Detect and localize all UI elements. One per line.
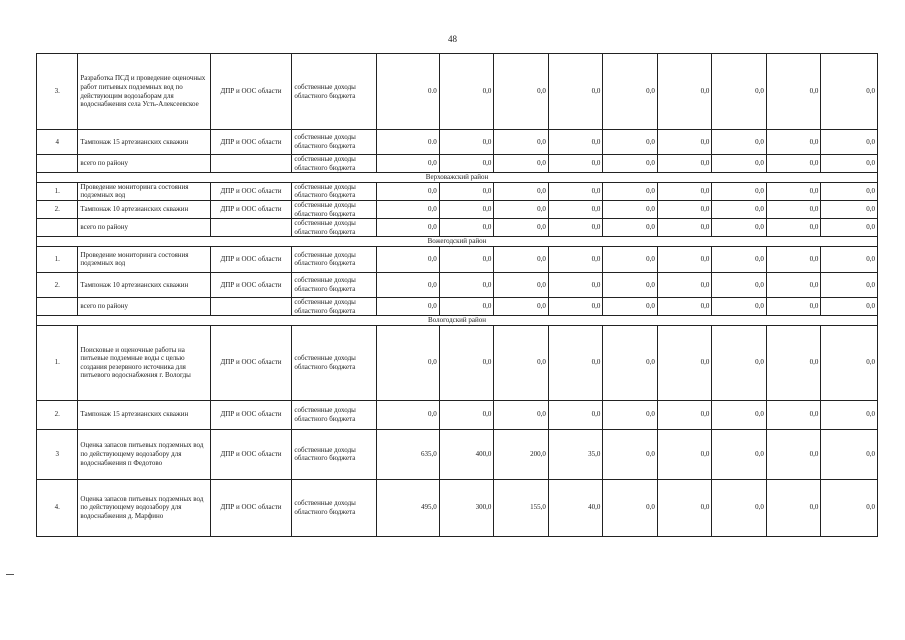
amount-cell: 0,0 [821,325,878,400]
amount-cell: 0,0 [603,272,658,297]
district-header-row [37,237,878,247]
amount-cell: 0,0 [712,219,767,237]
table-row [37,297,878,315]
amount-cell: 0,0 [548,130,603,155]
amount-cell: 0,0 [494,272,549,297]
amount-cell: 200,0 [494,429,549,479]
amount-cell: 400,0 [439,429,494,479]
amount-cell: 495,0 [377,479,440,536]
amount-cell: 0,0 [494,400,549,429]
funding-source: собственные доходы областного бюджета [292,54,377,130]
amount-cell: 0,0 [548,297,603,315]
table-row [37,130,878,155]
amount-cell: 0,0 [603,297,658,315]
amount-cell: 0,0 [821,272,878,297]
amount-cell: 0,0 [377,219,440,237]
row-number: 1. [37,246,78,272]
row-number: 3. [37,54,78,130]
amount-cell: 0,0 [712,479,767,536]
amount-cell: 0,0 [603,246,658,272]
amount-cell: 0,0 [603,479,658,536]
funding-source: собственные доходы областного бюджета [292,272,377,297]
activity-name: Проведение мониторинга состояния подземных вод [78,246,210,272]
amount-cell: 0,0 [766,155,821,173]
funding-source: собственные доходы областного бюджета [292,130,377,155]
row-number: 3 [37,429,78,479]
district-header-row [37,316,878,326]
amount-cell: 0,0 [821,182,878,200]
amount-cell: 0,0 [657,400,712,429]
row-number [37,219,78,237]
amount-cell: 0,0 [603,219,658,237]
amount-cell: 0,0 [377,200,440,218]
funding-source: собственные доходы областного бюджета [292,155,377,173]
amount-cell: 0,0 [766,219,821,237]
amount-cell: 0,0 [821,400,878,429]
amount-cell: 0,0 [377,325,440,400]
executor [210,297,292,315]
funding-source: собственные доходы областного бюджета [292,182,377,200]
row-number: 4. [37,479,78,536]
executor: ДПР и ООС области [210,429,292,479]
amount-cell: 0,0 [377,246,440,272]
amount-cell: 0,0 [766,325,821,400]
table-row [37,155,878,173]
amount-cell: 0,0 [439,130,494,155]
activity-name: Тампонаж 10 артезианских скважин [78,200,210,218]
amount-cell: 0,0 [603,200,658,218]
amount-cell: 0,0 [766,429,821,479]
amount-cell: 0,0 [439,182,494,200]
amount-cell: 0,0 [548,325,603,400]
funding-source: собственные доходы областного бюджета [292,200,377,218]
executor: ДПР и ООС области [210,325,292,400]
amount-cell: 0.0 [377,54,440,130]
amount-cell: 0,0 [603,182,658,200]
executor: ДПР и ООС области [210,182,292,200]
funding-source: собственные доходы областного бюджета [292,325,377,400]
amount-cell: 0,0 [766,200,821,218]
amount-cell: 35,0 [548,429,603,479]
row-number: 1. [37,325,78,400]
amount-cell: 635,0 [377,429,440,479]
amount-cell: 0,0 [603,429,658,479]
amount-cell: 0,0 [821,246,878,272]
executor [210,219,292,237]
row-number: 1. [37,182,78,200]
amount-cell: 0,0 [821,130,878,155]
amount-cell: 0,0 [494,200,549,218]
amount-cell: 0,0 [657,155,712,173]
amount-cell: 0,0 [548,272,603,297]
program-activities-table [36,53,878,537]
amount-cell: 0,0 [712,130,767,155]
page-number: 48 [448,34,457,44]
amount-cell: 0,0 [712,246,767,272]
row-number [37,297,78,315]
row-number [37,155,78,173]
amount-cell: 0,0 [439,400,494,429]
table-body [37,54,878,537]
activity-name: Оценка запасов питьевых подземных вод по действующему водозабору для водоснабжения п Федотово [78,429,210,479]
amount-cell: 0,0 [494,246,549,272]
amount-cell: 0,0 [548,155,603,173]
amount-cell: 0,0 [712,182,767,200]
amount-cell: 0,0 [712,325,767,400]
amount-cell: 0,0 [712,297,767,315]
amount-cell: 0,0 [494,130,549,155]
executor: ДПР и ООС области [210,130,292,155]
amount-cell: 0,0 [766,182,821,200]
executor: ДПР и ООС области [210,479,292,536]
amount-cell: 0,0 [439,325,494,400]
amount-cell: 0,0 [657,325,712,400]
amount-cell: 0,0 [821,200,878,218]
executor [210,155,292,173]
activity-name: Тампонаж 10 артезианских скважин [78,272,210,297]
table-row [37,54,878,130]
amount-cell: 0,0 [494,182,549,200]
executor: ДПР и ООС области [210,246,292,272]
executor: ДПР и ООС области [210,54,292,130]
amount-cell: 0,0 [766,400,821,429]
amount-cell: 0,0 [603,130,658,155]
amount-cell: 0,0 [657,479,712,536]
amount-cell: 0,0 [766,479,821,536]
amount-cell: 0,0 [439,219,494,237]
table-row [37,325,878,400]
amount-cell: 0,0 [712,200,767,218]
funding-source: собственные доходы областного бюджета [292,219,377,237]
table-row [37,246,878,272]
amount-cell: 0,0 [439,297,494,315]
amount-cell: 0,0 [712,272,767,297]
activity-name: Оценка запасов питьевых подземных вод по действующему водозабору для водоснабжения д. Марфино [78,479,210,536]
executor: ДПР и ООС области [210,200,292,218]
activity-name: всего по району [78,219,210,237]
district-title: Вожегодский район [37,237,878,247]
amount-cell: 0,0 [712,429,767,479]
row-number: 4 [37,130,78,155]
funding-source: собственные доходы областного бюджета [292,297,377,315]
amount-cell: 0,0 [712,155,767,173]
amount-cell: 0,0 [548,219,603,237]
amount-cell: 0,0 [657,219,712,237]
executor: ДПР и ООС области [210,400,292,429]
activity-name: всего по району [78,297,210,315]
amount-cell: 0,0 [657,54,712,130]
amount-cell: 0,0 [603,400,658,429]
amount-cell: 0,0 [377,297,440,315]
district-title: Вологодский район [37,316,878,326]
amount-cell: 0,0 [766,130,821,155]
amount-cell: 0,0 [439,54,494,130]
table-row [37,182,878,200]
amount-cell: 0,0 [766,54,821,130]
amount-cell: 0,0 [657,246,712,272]
amount-cell: 0,0 [821,219,878,237]
amount-cell: 0,0 [766,297,821,315]
amount-cell: 0,0 [439,200,494,218]
margin-mark [6,574,14,575]
row-number: 2. [37,400,78,429]
amount-cell: 0,0 [603,325,658,400]
amount-cell: 300,0 [439,479,494,536]
amount-cell: 0,0 [548,54,603,130]
amount-cell: 40,0 [548,479,603,536]
amount-cell: 0,0 [603,54,658,130]
amount-cell: 0,0 [439,272,494,297]
activity-name: Разработка ПСД и проведение оценочных работ питьевых подземных вод по действующим водозаборам для водоснабжения села Усть-Алексеевское [78,54,210,130]
amount-cell: 0,0 [821,155,878,173]
amount-cell: 0,0 [439,155,494,173]
amount-cell: 0.0 [377,130,440,155]
amount-cell: 0,0 [548,182,603,200]
activity-name: Поисковые и оценочные работы на питьевые подземные воды с целью создания резервного источника для питьевого водоснабжения г. Вологды [78,325,210,400]
amount-cell: 0,0 [712,400,767,429]
district-header-row [37,173,878,183]
amount-cell: 0,0 [712,54,767,130]
amount-cell: 0,0 [603,155,658,173]
amount-cell: 0,0 [494,219,549,237]
amount-cell: 0,0 [548,246,603,272]
amount-cell: 0,0 [494,54,549,130]
district-title: Верховажский район [37,173,878,183]
executor: ДПР и ООС области [210,272,292,297]
table-row [37,272,878,297]
row-number: 2. [37,200,78,218]
amount-cell: 0,0 [548,200,603,218]
table-row [37,200,878,218]
funding-source: собственные доходы областного бюджета [292,246,377,272]
amount-cell: 0,0 [494,155,549,173]
amount-cell: 0,0 [377,272,440,297]
amount-cell: 0,0 [377,400,440,429]
amount-cell: 0,0 [494,297,549,315]
amount-cell: 0,0 [657,297,712,315]
amount-cell: 0,0 [494,325,549,400]
amount-cell: 0,0 [821,54,878,130]
amount-cell: 0,0 [657,130,712,155]
amount-cell: 0,0 [821,479,878,536]
amount-cell: 155,0 [494,479,549,536]
activity-name: Тампонаж 15 артезианских скважин [78,130,210,155]
amount-cell: 0,0 [377,155,440,173]
activity-name: Тампонаж 15 артезианских скважин [78,400,210,429]
amount-cell: 0,0 [377,182,440,200]
activity-name: Проведение мониторинга состояния подземных вод [78,182,210,200]
funding-source: собственные доходы областного бюджета [292,429,377,479]
table-row [37,479,878,536]
amount-cell: 0,0 [657,182,712,200]
activity-name: всего по району [78,155,210,173]
amount-cell: 0,0 [821,297,878,315]
amount-cell: 0,0 [439,246,494,272]
table-row [37,400,878,429]
table-row [37,219,878,237]
amount-cell: 0,0 [766,246,821,272]
amount-cell: 0,0 [821,429,878,479]
amount-cell: 0,0 [766,272,821,297]
funding-source: собственные доходы областного бюджета [292,479,377,536]
amount-cell: 0,0 [657,200,712,218]
amount-cell: 0,0 [657,429,712,479]
amount-cell: 0,0 [548,400,603,429]
amount-cell: 0,0 [657,272,712,297]
funding-source: собственные доходы областного бюджета [292,400,377,429]
row-number: 2. [37,272,78,297]
table-row [37,429,878,479]
